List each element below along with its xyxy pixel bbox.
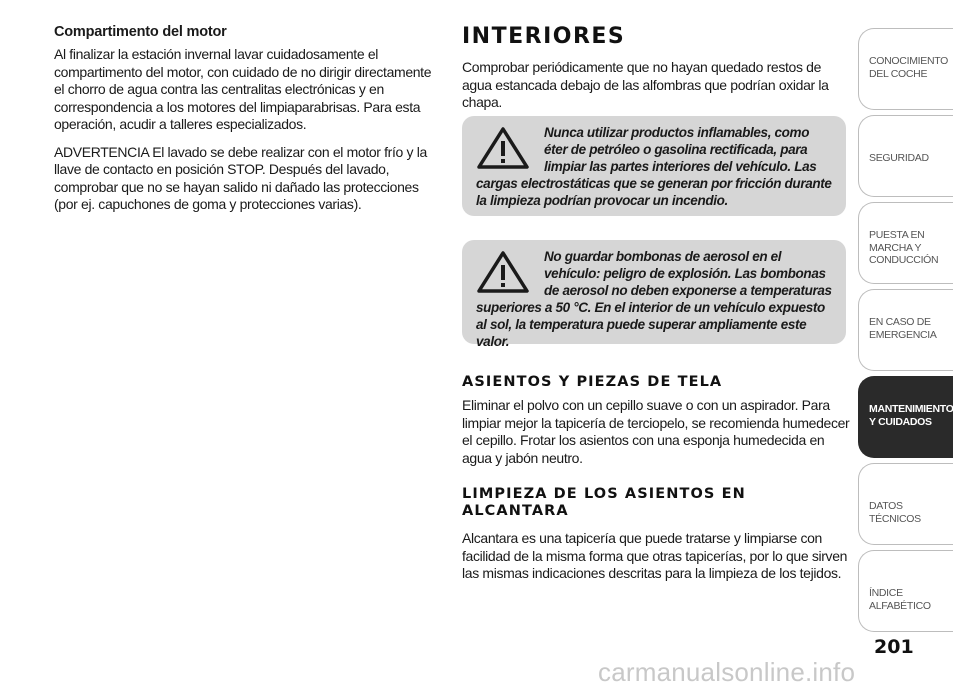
tab-mantenimiento-active[interactable]: MANTENIMIENTO Y CUIDADOS xyxy=(858,376,953,458)
tab-indice-alfabetico[interactable]: ÍNDICE ALFABÉTICO xyxy=(858,550,953,632)
tab-datos-tecnicos[interactable]: DATOS TÉCNICOS xyxy=(858,463,953,545)
page-number: 201 xyxy=(874,636,914,658)
engine-paragraph-2: ADVERTENCIA El lavado se debe realizar con el motor frío y la llave de contacto en posición STOP. Después del lavado, comprobar que no se hayan salido ni dañado las protecciones (por ej. capuchones de goma y protecciones varias). xyxy=(54,143,427,212)
seats-section-text: Eliminar el polvo con un cepillo suave o con un aspirador. Para limpiar mejor la tapicería de terciopelo, se recomienda humedecer el cepillo. Frotar los asientos con una esponja humedecida en agua y jabón neutro. xyxy=(462,397,850,466)
tab-conocimiento-del-coche[interactable]: CONOCIMIENTO DEL COCHE xyxy=(858,28,953,110)
engine-compartment-heading: Compartimento del motor xyxy=(54,24,227,40)
warning-box-aerosol xyxy=(462,240,846,349)
engine-paragraph-1: Al finalizar la estación invernal lavar cuidadosamente el compartimento del motor, con cuidado de no dirigir directamente el chorro de agua contra las centralitas electrónicas y en correspondencia a los motores del limpiaparabrisas. Para esta operación, acudir a talleres especializados. xyxy=(54,46,432,132)
alcantara-section-title: LIMPIEZA DE LOS ASIENTOS EN ALCANTARA xyxy=(462,486,746,519)
tab-en-caso-de-emergencia[interactable]: EN CASO DE EMERGENCIA xyxy=(858,289,953,371)
page-title: INTERIORES xyxy=(462,24,626,49)
warning-triangle-icon xyxy=(476,126,530,170)
warning-triangle-icon xyxy=(476,250,530,294)
warning-text-aerosol: No guardar bombonas de aerosol en el vehículo: peligro de explosión. Las bombonas de aerosol no deben exponerse a temperaturas superiores a 50 °C. En el interior de un vehículo expuesto al sol, la temperatura puede superar ampliamente este valor. xyxy=(476,249,832,349)
alcantara-section xyxy=(462,486,792,526)
tab-puesta-en-marcha[interactable]: PUESTA EN MARCHA Y CONDUCCIÓN xyxy=(858,202,953,284)
warning-box-flammable xyxy=(462,116,846,216)
interiors-intro: Comprobar periódicamente que no hayan quedado restos de agua estancada debajo de las alfombras que podrían oxidar la chapa. xyxy=(462,59,829,110)
alcantara-body xyxy=(462,530,850,593)
main-column xyxy=(462,24,850,122)
left-column xyxy=(54,24,440,224)
tab-seguridad[interactable]: SEGURIDAD xyxy=(858,115,953,197)
seats-section xyxy=(462,374,850,477)
warning-text-flammable: Nunca utilizar productos inflamables, como éter de petróleo o gasolina rectificada, para limpiar las partes interiores del vehículo. Las cargas electrostáticas que se generan por fricción durante la limpieza podrían provocar un incendio. xyxy=(476,125,832,208)
seats-section-title: ASIENTOS Y PIEZAS DE TELA xyxy=(462,374,723,390)
alcantara-section-text: Alcantara es una tapicería que puede tratarse y limpiarse con facilidad de la misma forma que otras tapicerías, por lo que sirven las mismas indicaciones descritas para la limpieza de los tejidos. xyxy=(462,530,848,581)
watermark: carmanualsonline.info xyxy=(598,657,856,687)
